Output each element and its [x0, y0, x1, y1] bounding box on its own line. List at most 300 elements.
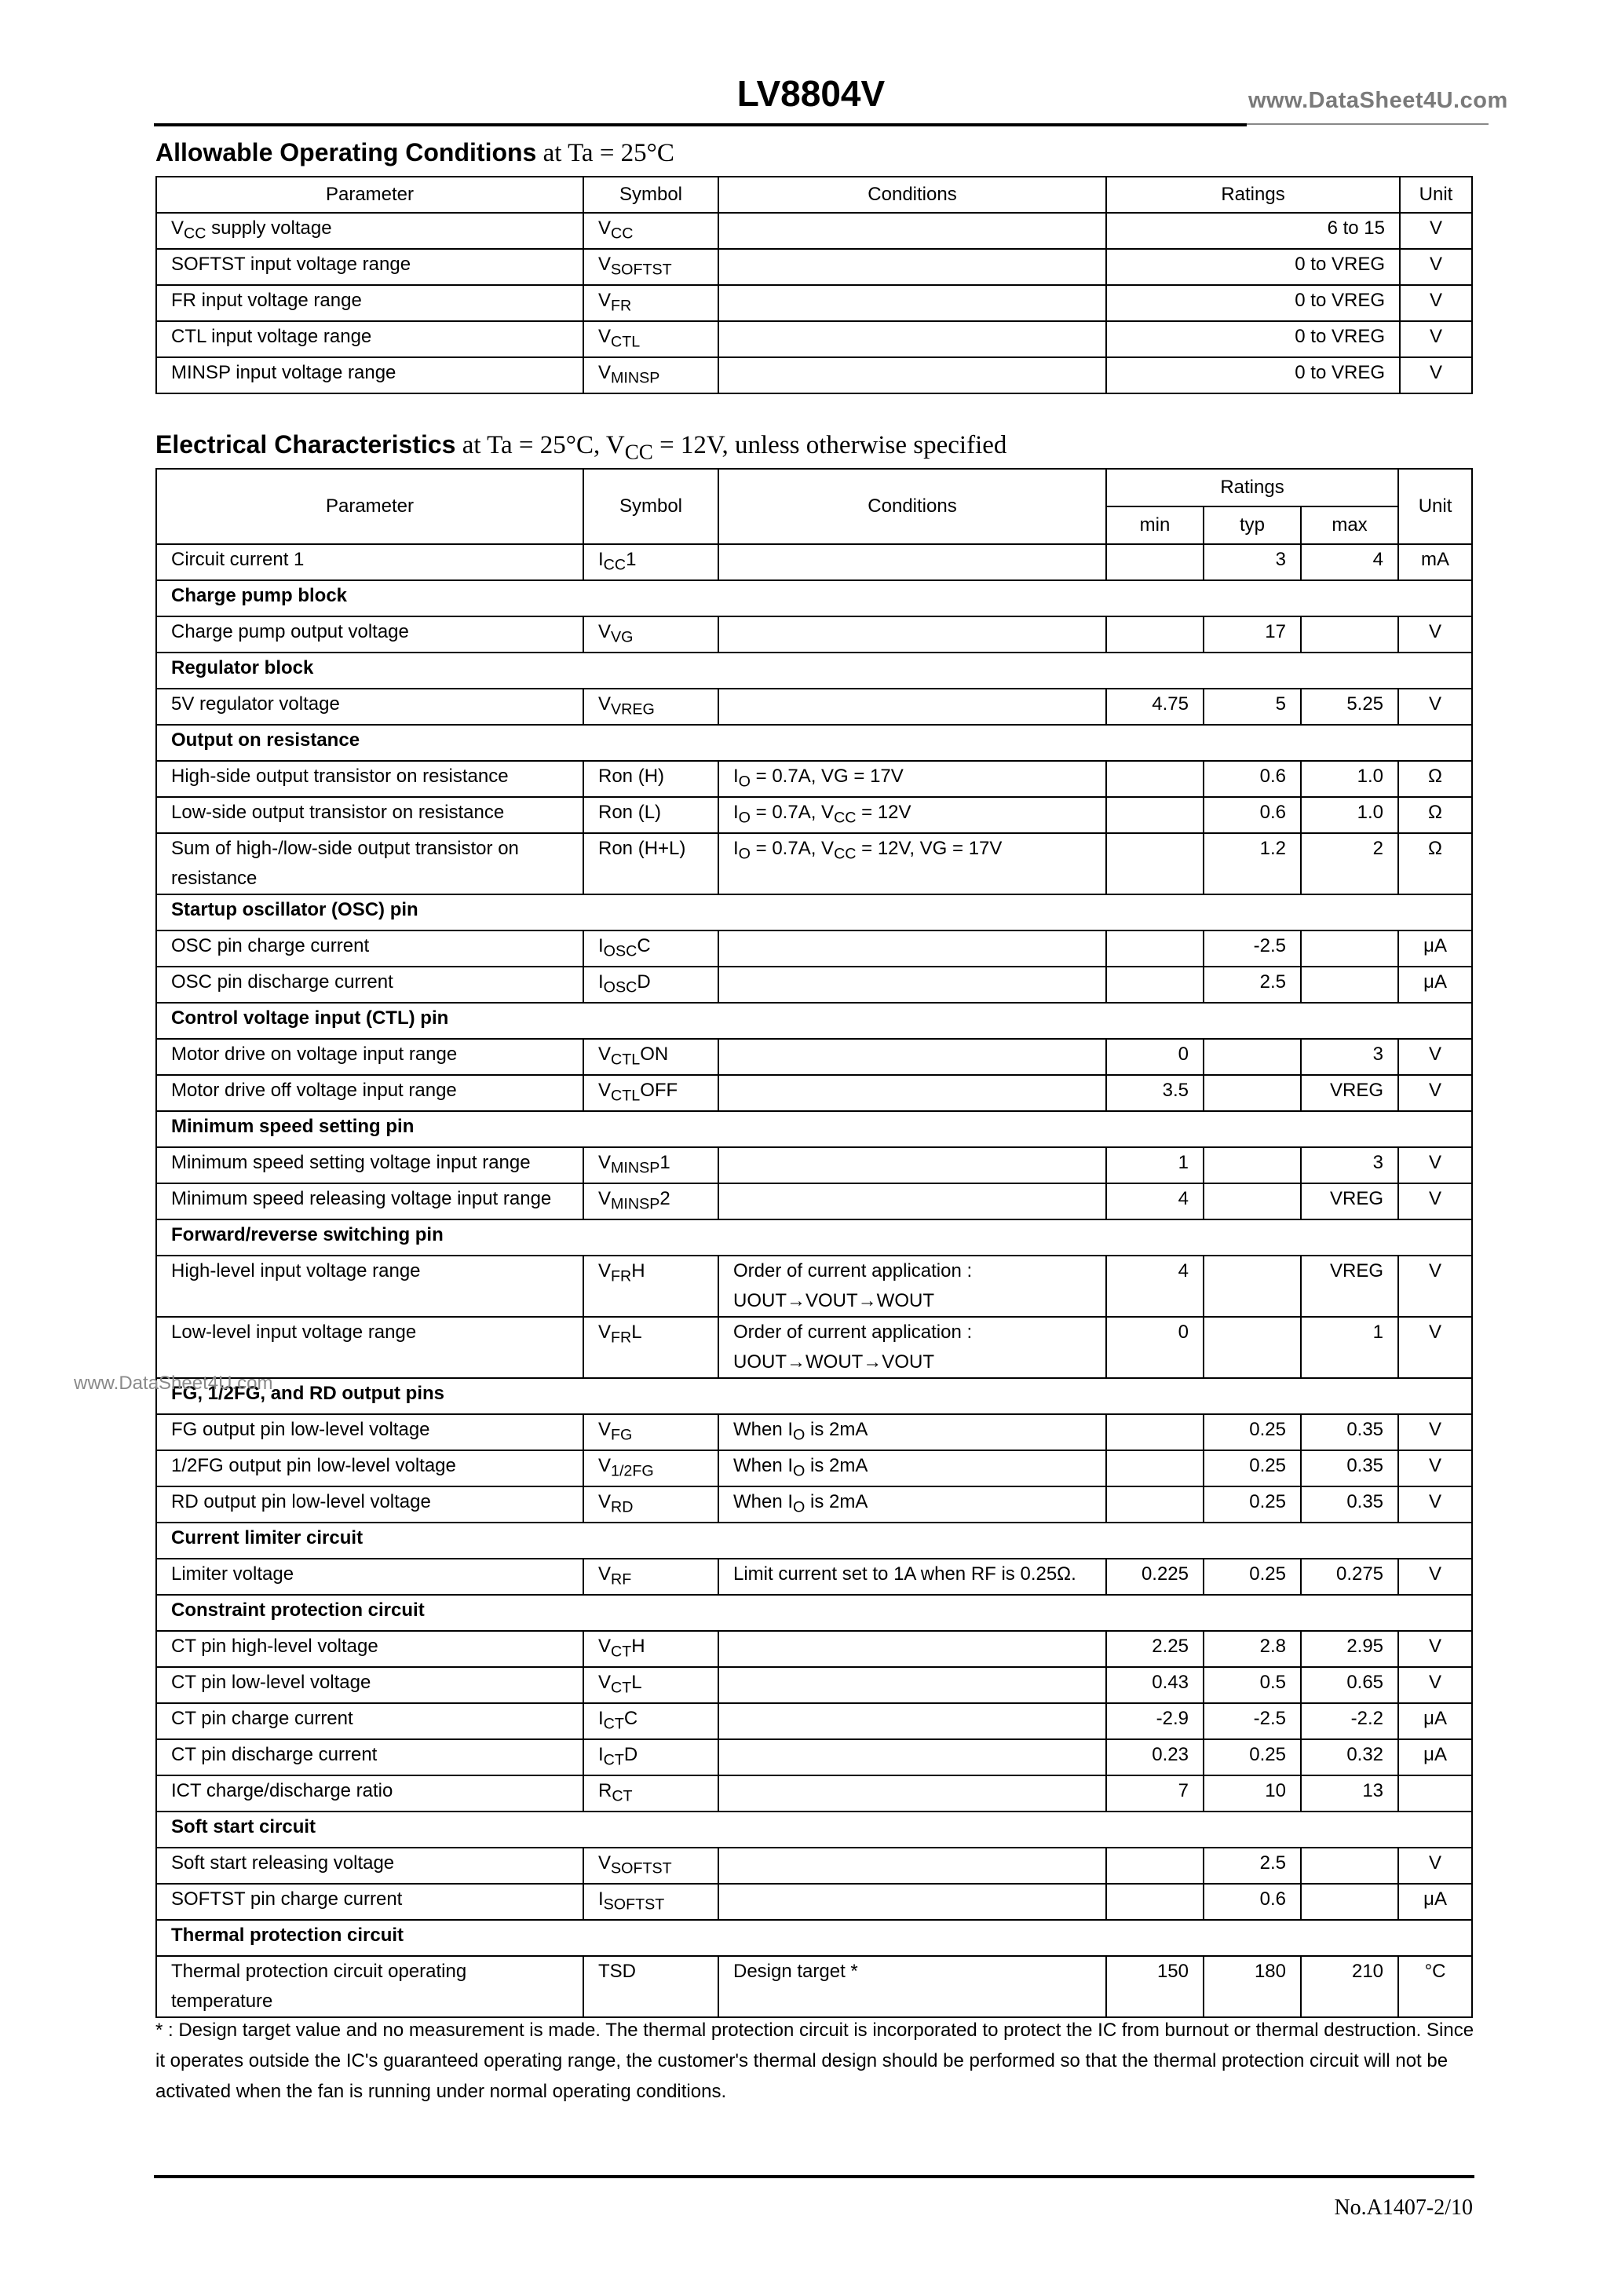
symbol-main: R — [598, 1780, 612, 1801]
condition-text-part: O — [738, 773, 751, 791]
table-row — [156, 1147, 1472, 1183]
max-cell: 0.35 — [1301, 1414, 1398, 1450]
parameter-cell: SOFTST pin charge current — [156, 1884, 583, 1920]
unit-cell: V — [1398, 1450, 1472, 1486]
min-cell: 0 — [1106, 1317, 1204, 1378]
symbol-cell — [583, 321, 718, 357]
min-cell: 150 — [1106, 1956, 1204, 2017]
condition-text-part: I — [733, 802, 739, 823]
symbol-main: V — [598, 1455, 612, 1476]
section-label: FG, 1/2FG, and RD output pins — [156, 1378, 1472, 1414]
symbol-sub: CT — [611, 1643, 632, 1661]
typ-cell: -2.5 — [1204, 930, 1301, 967]
conditions-cell — [718, 1775, 1106, 1812]
symbol-sub: FR — [611, 297, 632, 315]
min-cell — [1106, 833, 1204, 894]
symbol-cell — [583, 1256, 718, 1317]
parameter-cell: High-side output transistor on resistance — [156, 761, 583, 797]
conditions-cell — [718, 1848, 1106, 1884]
table-row — [156, 930, 1472, 967]
condition-text-part: When I — [733, 1455, 794, 1476]
parameter-cell: Sum of high-/low-side output transistor on resistance — [156, 833, 583, 894]
unit-cell: V — [1398, 1256, 1472, 1317]
unit-cell: V — [1398, 1848, 1472, 1884]
unit-cell: V — [1398, 1039, 1472, 1075]
section-row — [156, 1920, 1472, 1956]
typ-cell — [1204, 1039, 1301, 1075]
unit-cell: Ω — [1398, 761, 1472, 797]
unit-cell: μA — [1398, 930, 1472, 967]
condition-text-part: Order of current application : — [733, 1322, 973, 1343]
condition-text-part: is 2mA — [805, 1419, 868, 1440]
typ-cell — [1204, 1256, 1301, 1317]
conditions-cell — [718, 797, 1106, 833]
typ-cell: 1.2 — [1204, 833, 1301, 894]
section-row — [156, 1003, 1472, 1039]
min-cell — [1106, 1486, 1204, 1523]
section-label: Soft start circuit — [156, 1812, 1472, 1848]
table-row — [156, 1039, 1472, 1075]
max-cell — [1301, 1848, 1398, 1884]
allowable-operating-conditions-table — [155, 176, 1473, 394]
max-cell: 2.95 — [1301, 1631, 1398, 1667]
condition-text-part: UOUT→VOUT→WOUT — [733, 1290, 934, 1311]
symbol-sub: 1/2FG — [611, 1462, 654, 1480]
typ-cell: 0.25 — [1204, 1486, 1301, 1523]
table-row — [156, 1486, 1472, 1523]
unit-cell: μA — [1398, 1703, 1472, 1739]
table-row — [156, 1739, 1472, 1775]
section-row — [156, 1378, 1472, 1414]
unit-cell: Ω — [1398, 797, 1472, 833]
conditions-cell — [718, 1147, 1106, 1183]
ec-heading — [155, 430, 1007, 464]
table-row — [156, 616, 1472, 653]
conditions-cell — [718, 1559, 1106, 1595]
col-header-conditions: Conditions — [718, 469, 1106, 544]
unit-cell: μA — [1398, 1739, 1472, 1775]
symbol-sub: VREG — [611, 700, 655, 718]
symbol-sub: FR — [611, 1267, 632, 1285]
parameter-cell — [156, 213, 583, 249]
unit-cell: V — [1400, 249, 1472, 285]
max-cell: 3 — [1301, 1039, 1398, 1075]
symbol-main: V — [598, 1044, 612, 1065]
symbol-main: V — [598, 1563, 612, 1585]
parameter-cell — [156, 357, 583, 393]
conditions-cell — [718, 1039, 1106, 1075]
unit-cell: V — [1400, 285, 1472, 321]
symbol-main: V — [598, 1080, 612, 1101]
symbol-main: V — [598, 362, 612, 383]
typ-cell: 0.25 — [1204, 1559, 1301, 1595]
typ-cell: 0.5 — [1204, 1667, 1301, 1703]
parameter-cell — [156, 249, 583, 285]
table-row — [156, 357, 1472, 393]
condition-text-part: I — [733, 838, 739, 859]
typ-cell — [1204, 1075, 1301, 1111]
max-cell: 1.0 — [1301, 797, 1398, 833]
max-cell — [1301, 1884, 1398, 1920]
parameter-cell: Limiter voltage — [156, 1559, 583, 1595]
conditions-cell — [718, 249, 1106, 285]
symbol-suffix: H — [631, 1636, 645, 1657]
symbol-cell — [583, 930, 718, 967]
ec-heading-bold: Electrical Characteristics — [155, 430, 456, 459]
unit-cell: Ω — [1398, 833, 1472, 894]
symbol-cell — [583, 1956, 718, 2017]
parameter-text: supply voltage — [206, 218, 332, 239]
table-row — [156, 1414, 1472, 1450]
parameter-text: FR input voltage range — [171, 290, 362, 311]
aoc-col-header-unit: Unit — [1400, 177, 1472, 213]
symbol-sub: MINSP — [611, 1195, 660, 1213]
footnote: * : Design target value and no measurement is made. The thermal protection circuit is incorporated to protect the IC from burnout or thermal destruction. Since it operates outside the IC's guaranteed operating range, the customer's thermal design should be performed so that the thermal protection circuit will not be activated when the fan is running under normal operating conditions. — [155, 2020, 1474, 2102]
symbol-suffix: L — [631, 1672, 642, 1693]
parameter-cell: Soft start releasing voltage — [156, 1848, 583, 1884]
typ-cell: 0.25 — [1204, 1450, 1301, 1486]
condition-text-part: = 0.7A, V — [750, 802, 835, 823]
rating-cell: 0 to VREG — [1106, 285, 1400, 321]
min-cell: 4.75 — [1106, 689, 1204, 725]
symbol-suffix: D — [623, 1744, 638, 1765]
condition-text-part: CC — [834, 845, 857, 863]
conditions-cell — [718, 1884, 1106, 1920]
symbol-cell — [583, 1884, 718, 1920]
unit-cell: V — [1400, 213, 1472, 249]
table-row — [156, 1884, 1472, 1920]
section-label: Charge pump block — [156, 580, 1472, 616]
table-row — [156, 797, 1472, 833]
symbol-main: I — [598, 549, 604, 570]
max-cell: VREG — [1301, 1183, 1398, 1219]
min-cell: 3.5 — [1106, 1075, 1204, 1111]
condition-text-part: When I — [733, 1491, 794, 1512]
symbol-suffix: L — [631, 1322, 642, 1343]
conditions-cell — [718, 761, 1106, 797]
unit-cell: V — [1398, 1559, 1472, 1595]
conditions-cell — [718, 1256, 1106, 1317]
min-cell — [1106, 544, 1204, 580]
aoc-header-row — [156, 177, 1472, 213]
symbol-cell — [583, 616, 718, 653]
conditions-cell — [718, 1414, 1106, 1450]
unit-cell: V — [1398, 1183, 1472, 1219]
conditions-cell — [718, 1075, 1106, 1111]
symbol-cell — [583, 1183, 718, 1219]
typ-cell: 180 — [1204, 1956, 1301, 2017]
aoc-heading-condition: at Ta = 25°C — [536, 139, 674, 167]
table-row — [156, 1667, 1472, 1703]
symbol-main: V — [598, 218, 612, 239]
conditions-cell — [718, 213, 1106, 249]
parameter-cell: Low-level input voltage range — [156, 1317, 583, 1378]
symbol-main: V — [598, 1852, 612, 1874]
table-row — [156, 285, 1472, 321]
min-cell — [1106, 930, 1204, 967]
symbol-sub: CT — [603, 1715, 624, 1733]
parameter-symbol: V — [171, 218, 184, 239]
symbol-cell — [583, 1775, 718, 1812]
max-cell — [1301, 616, 1398, 653]
condition-text-part: O — [738, 845, 751, 863]
parameter-cell: OSC pin charge current — [156, 930, 583, 967]
symbol-suffix: OFF — [640, 1080, 678, 1101]
section-label: Startup oscillator (OSC) pin — [156, 894, 1472, 930]
section-row — [156, 894, 1472, 930]
typ-cell: 5 — [1204, 689, 1301, 725]
symbol-sub: OSC — [603, 942, 637, 960]
ec-heading-condition-sub: CC — [624, 440, 653, 464]
conditions-cell — [718, 1667, 1106, 1703]
parameter-cell: FG output pin low-level voltage — [156, 1414, 583, 1450]
symbol-sub: CC — [611, 225, 634, 243]
symbol-cell — [583, 1317, 718, 1378]
min-cell: -2.9 — [1106, 1703, 1204, 1739]
min-cell: 0.43 — [1106, 1667, 1204, 1703]
conditions-cell — [718, 1450, 1106, 1486]
symbol-suffix: 1 — [659, 1152, 670, 1173]
symbol-sub: RF — [611, 1570, 632, 1589]
section-row — [156, 1595, 1472, 1631]
condition-text-part: = 0.7A, V — [750, 838, 835, 859]
symbol-cell — [583, 357, 718, 393]
conditions-cell — [718, 321, 1106, 357]
conditions-cell — [718, 833, 1106, 894]
typ-cell: 10 — [1204, 1775, 1301, 1812]
condition-text-part: = 12V, VG = 17V — [856, 838, 1003, 859]
symbol-sub: MINSP — [611, 369, 660, 387]
min-cell — [1106, 1884, 1204, 1920]
unit-cell: V — [1398, 616, 1472, 653]
max-cell: VREG — [1301, 1075, 1398, 1111]
parameter-text: MINSP input voltage range — [171, 362, 396, 383]
symbol-main: I — [598, 1744, 604, 1765]
symbol-main: V — [598, 693, 612, 715]
watermark-mid[interactable]: www.DataSheet4U.com — [74, 1373, 273, 1394]
section-row — [156, 580, 1472, 616]
rating-cell: 0 to VREG — [1106, 357, 1400, 393]
parameter-cell: High-level input voltage range — [156, 1256, 583, 1317]
symbol-cell — [583, 1450, 718, 1486]
min-cell — [1106, 797, 1204, 833]
conditions-cell — [718, 1317, 1106, 1378]
symbol-sub: FG — [611, 1426, 633, 1444]
section-row — [156, 653, 1472, 689]
symbol-sub: OSC — [603, 978, 637, 996]
unit-cell: V — [1398, 1147, 1472, 1183]
symbol-sub: CTL — [611, 1051, 641, 1069]
symbol-sub: SOFTST — [611, 261, 672, 279]
symbol-sub: CTL — [611, 1087, 641, 1105]
symbol-suffix: C — [623, 1708, 638, 1729]
condition-text-part: I — [733, 766, 739, 787]
symbol-main: V — [598, 1152, 612, 1173]
conditions-cell — [718, 285, 1106, 321]
condition-text-part: = 0.7A, VG = 17V — [750, 766, 904, 787]
symbol-main: V — [598, 1322, 612, 1343]
symbol-cell — [583, 1559, 718, 1595]
header-rule — [154, 123, 1247, 126]
min-cell — [1106, 1414, 1204, 1450]
symbol-main: TSD — [598, 1961, 636, 1982]
symbol-cell — [583, 1486, 718, 1523]
section-label: Output on resistance — [156, 725, 1472, 761]
min-cell: 0.23 — [1106, 1739, 1204, 1775]
symbol-main: V — [598, 1419, 612, 1440]
aoc-col-header-ratings: Ratings — [1106, 177, 1400, 213]
typ-cell: 17 — [1204, 616, 1301, 653]
max-cell: VREG — [1301, 1256, 1398, 1317]
conditions-cell — [718, 1183, 1106, 1219]
parameter-cell: Circuit current 1 — [156, 544, 583, 580]
unit-cell: V — [1398, 1486, 1472, 1523]
parameter-cell: ICT charge/discharge ratio — [156, 1775, 583, 1812]
condition-text-part: O — [793, 1462, 806, 1480]
symbol-main: V — [598, 290, 612, 311]
min-cell — [1106, 1848, 1204, 1884]
table-row — [156, 967, 1472, 1003]
unit-cell: μA — [1398, 967, 1472, 1003]
aoc-heading-bold: Allowable Operating Conditions — [155, 138, 537, 166]
symbol-cell — [583, 249, 718, 285]
ec-header-row-1 — [156, 469, 1472, 506]
unit-cell: V — [1398, 689, 1472, 725]
symbol-suffix: C — [637, 935, 651, 956]
symbol-sub: SOFTST — [611, 1859, 672, 1877]
conditions-cell — [718, 1703, 1106, 1739]
max-cell: 210 — [1301, 1956, 1398, 2017]
symbol-cell — [583, 1075, 718, 1111]
symbol-main: Ron (L) — [598, 802, 662, 823]
table-row — [156, 249, 1472, 285]
symbol-cell — [583, 1703, 718, 1739]
symbol-sub: CT — [603, 1751, 624, 1769]
max-cell: 3 — [1301, 1147, 1398, 1183]
table-row — [156, 1956, 1472, 2017]
parameter-cell: OSC pin discharge current — [156, 967, 583, 1003]
symbol-cell — [583, 689, 718, 725]
col-header-ratings: Ratings — [1106, 469, 1398, 506]
parameter-cell: CT pin high-level voltage — [156, 1631, 583, 1667]
section-label: Current limiter circuit — [156, 1523, 1472, 1559]
min-cell — [1106, 967, 1204, 1003]
symbol-cell — [583, 285, 718, 321]
rating-cell: 0 to VREG — [1106, 321, 1400, 357]
parameter-cell: CT pin low-level voltage — [156, 1667, 583, 1703]
section-row — [156, 1111, 1472, 1147]
unit-cell: V — [1400, 321, 1472, 357]
condition-text-part: UOUT→WOUT→VOUT — [733, 1351, 934, 1373]
page-title: LV8804V — [736, 73, 886, 114]
unit-cell — [1398, 1775, 1472, 1812]
table-row — [156, 833, 1472, 894]
max-cell: 0.35 — [1301, 1486, 1398, 1523]
header-rule-thin — [1247, 123, 1489, 125]
aoc-heading — [155, 138, 674, 168]
aoc-col-header-parameter: Parameter — [156, 177, 583, 213]
unit-cell: V — [1398, 1414, 1472, 1450]
symbol-main: I — [598, 1888, 604, 1910]
parameter-cell: Minimum speed setting voltage input range — [156, 1147, 583, 1183]
unit-cell: V — [1398, 1075, 1472, 1111]
table-row — [156, 1075, 1472, 1111]
symbol-sub: CT — [611, 1679, 632, 1697]
conditions-cell — [718, 544, 1106, 580]
typ-cell: 0.6 — [1204, 1884, 1301, 1920]
ec-heading-condition-a: at Ta = 25°C, V — [455, 431, 625, 459]
symbol-cell — [583, 1147, 718, 1183]
table-row — [156, 544, 1472, 580]
symbol-suffix: H — [631, 1260, 645, 1281]
section-label: Forward/reverse switching pin — [156, 1219, 1472, 1256]
conditions-cell — [718, 1486, 1106, 1523]
condition-text-part: O — [738, 809, 751, 827]
table-row — [156, 213, 1472, 249]
table-row — [156, 1631, 1472, 1667]
min-cell: 2.25 — [1106, 1631, 1204, 1667]
symbol-cell — [583, 1739, 718, 1775]
symbol-cell — [583, 761, 718, 797]
parameter-cell: RD output pin low-level voltage — [156, 1486, 583, 1523]
condition-text-part: is 2mA — [805, 1491, 868, 1512]
symbol-main: V — [598, 1188, 612, 1209]
conditions-cell — [718, 1956, 1106, 2017]
max-cell: 1.0 — [1301, 761, 1398, 797]
parameter-cell: CT pin discharge current — [156, 1739, 583, 1775]
section-label: Minimum speed setting pin — [156, 1111, 1472, 1147]
conditions-cell — [718, 616, 1106, 653]
document-number: No.A1407-2/10 — [1334, 2195, 1473, 2220]
unit-cell: mA — [1398, 544, 1472, 580]
symbol-suffix: D — [637, 971, 651, 993]
symbol-sub: FR — [611, 1329, 632, 1347]
symbol-cell — [583, 544, 718, 580]
conditions-cell — [718, 1631, 1106, 1667]
conditions-cell — [718, 1739, 1106, 1775]
parameter-cell: Motor drive on voltage input range — [156, 1039, 583, 1075]
conditions-cell — [718, 930, 1106, 967]
symbol-main: V — [598, 1260, 612, 1281]
symbol-sub: RD — [611, 1498, 634, 1516]
aoc-col-header-symbol: Symbol — [583, 177, 718, 213]
conditions-cell — [718, 967, 1106, 1003]
parameter-cell: Thermal protection circuit operating temperature — [156, 1956, 583, 2017]
conditions-cell — [718, 689, 1106, 725]
max-cell: 0.65 — [1301, 1667, 1398, 1703]
col-header-symbol: Symbol — [583, 469, 718, 544]
symbol-main: I — [598, 935, 604, 956]
symbol-main: V — [598, 1636, 612, 1657]
parameter-cell: Low-side output transistor on resistance — [156, 797, 583, 833]
table-row — [156, 1703, 1472, 1739]
section-label: Thermal protection circuit — [156, 1920, 1472, 1956]
symbol-cell — [583, 1631, 718, 1667]
section-row — [156, 725, 1472, 761]
watermark-top[interactable]: www.DataSheet4U.com — [1248, 88, 1508, 113]
unit-cell: °C — [1398, 1956, 1472, 2017]
symbol-main: V — [598, 1491, 612, 1512]
section-label: Constraint protection circuit — [156, 1595, 1472, 1631]
symbol-main: V — [598, 326, 612, 347]
parameter-text: SOFTST input voltage range — [171, 254, 411, 275]
condition-text-part: When I — [733, 1419, 794, 1440]
table-row — [156, 321, 1472, 357]
max-cell: -2.2 — [1301, 1703, 1398, 1739]
condition-text-part: = 12V — [856, 802, 911, 823]
symbol-sub: CTL — [611, 333, 641, 351]
symbol-suffix: 1 — [626, 549, 637, 570]
